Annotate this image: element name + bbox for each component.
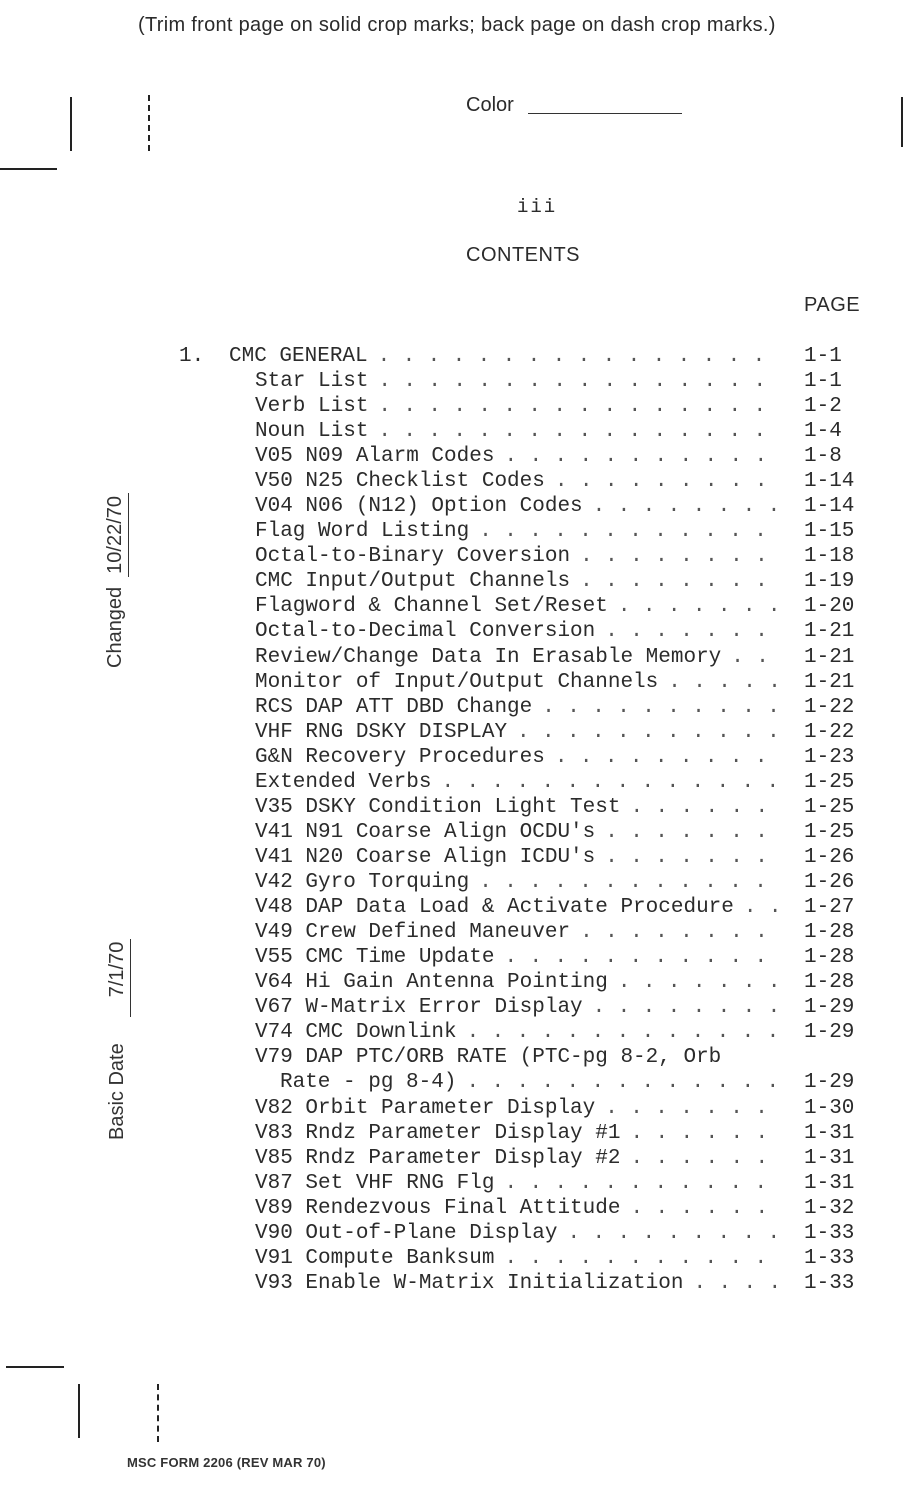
toc-entry-page: 1-8 (804, 445, 842, 468)
basic-date-label: Basic Date (106, 1043, 128, 1140)
toc-entry-page: 1-25 (804, 821, 855, 844)
toc-entry-title: V50 N25 Checklist Codes (255, 470, 545, 493)
toc-entry-page: 1-28 (804, 946, 855, 969)
page-number: iii (517, 196, 558, 218)
toc-entry-title: Monitor of Input/Output Channels (255, 671, 659, 694)
toc-leader-dots: ......... (554, 470, 780, 493)
toc-entry-title: V87 Set VHF RNG Flg (255, 1172, 495, 1195)
toc-leader-dots: .............. (441, 771, 792, 794)
toc-entry-page: 1-23 (804, 746, 855, 769)
toc-leader-dots: .. (743, 896, 794, 919)
toc-entry-title: V83 Rndz Parameter Display #1 (255, 1122, 621, 1145)
toc-entry-title: G&N Recovery Procedures (255, 746, 545, 769)
toc-leader-dots: ......... (554, 746, 780, 769)
page-column-label: PAGE (804, 294, 861, 316)
toc-entry-title: V41 N20 Coarse Align ICDU's (255, 846, 596, 869)
contents-title: CONTENTS (466, 244, 580, 266)
toc-entry-title: V90 Out-of-Plane Display (255, 1222, 558, 1245)
toc-leader-dots: ....... (605, 620, 781, 643)
toc-leader-dots: .... (693, 1272, 794, 1295)
color-label: Color (466, 94, 514, 116)
toc-entry-page: 1-26 (804, 871, 855, 894)
crop-mark-dash-bottom-left (157, 1384, 159, 1442)
toc-entry-page: 1-1 (804, 370, 842, 393)
crop-mark-solid-bottom-left (78, 1384, 80, 1438)
toc-leader-dots: ........ (592, 996, 793, 1019)
toc-entry-page: 1-25 (804, 796, 855, 819)
color-blank-line (528, 113, 682, 114)
toc-entry-title: V35 DSKY Condition Light Test (255, 796, 621, 819)
toc-leader-dots: ................ (378, 420, 779, 443)
toc-leader-dots: ............. (466, 1021, 792, 1044)
toc-entry-title: V82 Orbit Parameter Display (255, 1097, 596, 1120)
toc-entry-title: Verb List (255, 395, 369, 418)
toc-entry-title: V93 Enable W-Matrix Initialization (255, 1272, 684, 1295)
toc-entry-title: V91 Compute Banksum (255, 1247, 495, 1270)
toc-entry-title: V67 W-Matrix Error Display (255, 996, 583, 1019)
toc-entry-title: V89 Rendezvous Final Attitude (255, 1197, 621, 1220)
crop-mark-dash-top-left (148, 95, 150, 151)
toc-leader-dots: .. (731, 646, 782, 669)
toc-leader-dots: ............ (479, 520, 780, 543)
toc-entry-title: RCS DAP ATT DBD Change (255, 696, 533, 719)
toc-entry-page: 1-14 (804, 495, 855, 518)
changed-date: 10/22/70 (104, 493, 129, 577)
toc-entry-page: 1-29 (804, 1071, 855, 1094)
changed-date-stamp (104, 493, 129, 668)
toc-entry-page: 1-21 (804, 671, 855, 694)
toc-entry-page: 1-33 (804, 1272, 855, 1295)
toc-entry-title: V79 DAP PTC/ORB RATE (PTC-pg 8-2, Orb (255, 1046, 722, 1069)
toc-leader-dots: ........... (504, 445, 780, 468)
toc-entry-page: 1-31 (804, 1147, 855, 1170)
toc-entry-page: 1-15 (804, 520, 855, 543)
toc-entry-title: V64 Hi Gain Antenna Pointing (255, 971, 608, 994)
toc-entry-title: VHF RNG DSKY DISPLAY (255, 721, 508, 744)
toc-entry-page: 1-33 (804, 1247, 855, 1270)
toc-entry-title: CMC Input/Output Channels (255, 570, 571, 593)
form-number: MSC FORM 2206 (REV MAR 70) (127, 1455, 326, 1470)
toc-entry-title: Noun List (255, 420, 369, 443)
toc-entry-title: V41 N91 Coarse Align OCDU's (255, 821, 596, 844)
toc-entry-page: 1-28 (804, 921, 855, 944)
toc-leader-dots: ................ (378, 395, 779, 418)
toc-entry-title: Star List (255, 370, 369, 393)
trim-instructions: (Trim front page on solid crop marks; back page on dash crop marks.) (138, 14, 776, 36)
basic-date: 7/1/70 (106, 939, 131, 1018)
toc-entry-page: 1-30 (804, 1097, 855, 1120)
toc-entry-title: Review/Change Data In Erasable Memory (255, 646, 722, 669)
toc-entry-page: 1-33 (804, 1222, 855, 1245)
toc-leader-dots: .......... (542, 696, 793, 719)
toc-entry-title: Octal-to-Decimal Conversion (255, 620, 596, 643)
toc-leader-dots: ....... (605, 821, 781, 844)
toc-entry-title: Octal-to-Binary Coversion (255, 545, 571, 568)
toc-entry-page: 1-26 (804, 846, 855, 869)
toc-leader-dots: ................ (378, 370, 779, 393)
toc-leader-dots: ........... (504, 946, 780, 969)
toc-entry-page: 1-28 (804, 971, 855, 994)
toc-leader-dots: ...... (630, 796, 781, 819)
toc-entry-title: V74 CMC Downlink (255, 1021, 457, 1044)
crop-mark-horizontal-top-left (0, 168, 57, 170)
toc-entry-page: 1-32 (804, 1197, 855, 1220)
toc-leader-dots: ........ (580, 545, 781, 568)
toc-entry-page: 1-19 (804, 570, 855, 593)
toc-entry-page: 1-1 (804, 345, 842, 368)
toc-entry-page: 1-14 (804, 470, 855, 493)
toc-entry-title: Flag Word Listing (255, 520, 470, 543)
toc-leader-dots: ...... (630, 1147, 781, 1170)
toc-leader-dots: ...... (630, 1197, 781, 1220)
toc-entry-title: Rate - pg 8-4) (280, 1071, 457, 1094)
toc-leader-dots: ........... (504, 1172, 780, 1195)
crop-mark-horizontal-bottom-left (6, 1366, 64, 1368)
changed-label: Changed (104, 586, 126, 668)
toc-leader-dots: ....... (617, 971, 793, 994)
toc-entry-page: 1-20 (804, 595, 855, 618)
toc-entry-page: 1-25 (804, 771, 855, 794)
toc-leader-dots: ...... (630, 1122, 781, 1145)
toc-leader-dots: ....... (605, 1097, 781, 1120)
crop-mark-solid-top-right (901, 97, 903, 147)
toc-leader-dots: ............. (466, 1071, 792, 1094)
toc-entry-title: V42 Gyro Torquing (255, 871, 470, 894)
toc-entry-page: 1-22 (804, 721, 855, 744)
toc-entry-title: V49 Crew Defined Maneuver (255, 921, 571, 944)
toc-entry-title: V04 N06 (N12) Option Codes (255, 495, 583, 518)
toc-leader-dots: ............ (479, 871, 780, 894)
section-number: 1. (179, 345, 205, 368)
toc-entry-page: 1-21 (804, 620, 855, 643)
toc-entry-title: Flagword & Channel Set/Reset (255, 595, 608, 618)
crop-mark-solid-top-left (70, 97, 72, 151)
toc-leader-dots: ....... (605, 846, 781, 869)
toc-leader-dots: ........ (580, 921, 781, 944)
toc-entry-page: 1-31 (804, 1122, 855, 1145)
toc-leader-dots: ........ (580, 570, 781, 593)
toc-entry-page: 1-18 (804, 545, 855, 568)
basic-date-stamp (106, 939, 131, 1140)
toc-entry-title: V85 Rndz Parameter Display #2 (255, 1147, 621, 1170)
toc-leader-dots: ........... (504, 1247, 780, 1270)
toc-entry-title: V55 CMC Time Update (255, 946, 495, 969)
toc-entry-page: 1-21 (804, 646, 855, 669)
toc-entry-title: V48 DAP Data Load & Activate Procedure (255, 896, 734, 919)
toc-leader-dots: ........... (517, 721, 793, 744)
toc-leader-dots: ........ (592, 495, 793, 518)
toc-leader-dots: ....... (617, 595, 793, 618)
toc-entry-page: 1-27 (804, 896, 855, 919)
toc-entry-title: Extended Verbs (255, 771, 432, 794)
toc-entry-page: 1-22 (804, 696, 855, 719)
toc-entry-title: V05 N09 Alarm Codes (255, 445, 495, 468)
toc-entry-page: 1-29 (804, 1021, 855, 1044)
toc-leader-dots: ......... (567, 1222, 793, 1245)
toc-entry-page: 1-31 (804, 1172, 855, 1195)
toc-entry-page: 1-2 (804, 395, 842, 418)
toc-leader-dots: ................ (377, 345, 778, 368)
toc-entry-page: 1-29 (804, 996, 855, 1019)
toc-entry-title: CMC GENERAL (229, 345, 368, 368)
toc-leader-dots: ..... (668, 671, 794, 694)
toc-entry-page: 1-4 (804, 420, 842, 443)
